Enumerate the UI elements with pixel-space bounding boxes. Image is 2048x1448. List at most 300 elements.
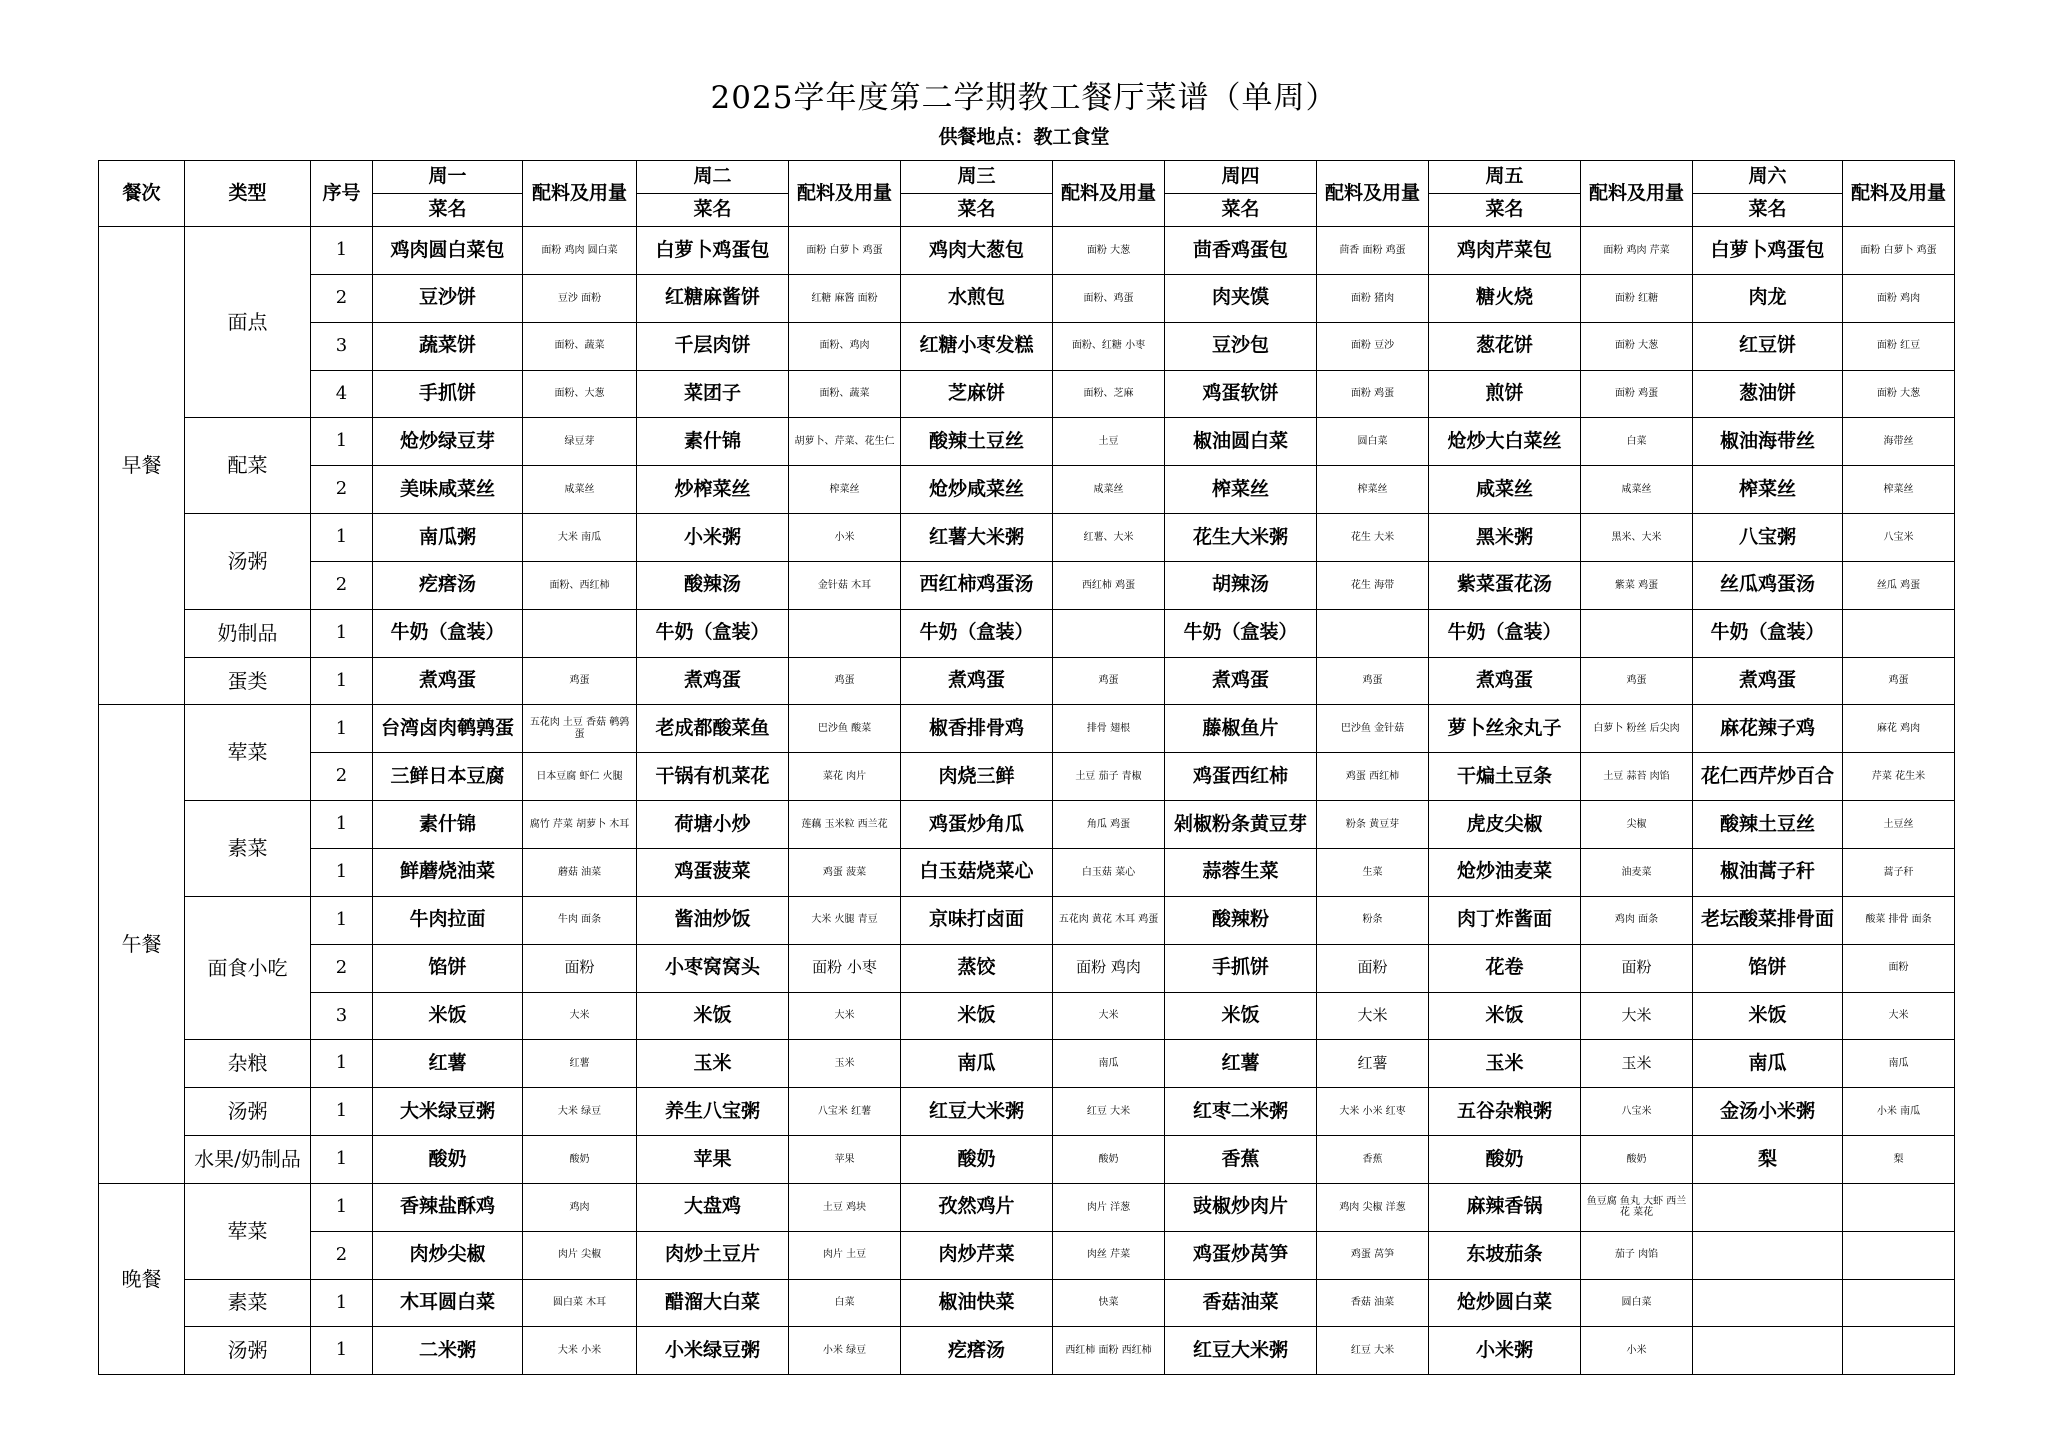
dish-name: 米饭 [1693, 992, 1843, 1040]
dish-name: 白萝卜鸡蛋包 [1693, 227, 1843, 275]
table-row [99, 657, 1955, 705]
dish-name: 香蕉 [1165, 1136, 1317, 1184]
dish-name: 麻花辣子鸡 [1693, 705, 1843, 753]
header-day-wed: 周三 [901, 161, 1053, 194]
dish-name: 椒油快菜 [901, 1279, 1053, 1327]
dish-name: 五谷杂粮粥 [1429, 1088, 1581, 1136]
dish-name: 黑米粥 [1429, 514, 1581, 562]
dish-ingredients [523, 609, 637, 657]
dish-ingredients: 大米 [1843, 992, 1955, 1040]
dish-name: 芝麻饼 [901, 370, 1053, 418]
dish-name: 酸辣汤 [637, 561, 789, 609]
dish-ingredients: 面粉、蔬菜 [523, 322, 637, 370]
dish-name: 葱油饼 [1693, 370, 1843, 418]
dish-name: 干锅有机菜花 [637, 753, 789, 801]
dish-ingredients [1843, 1327, 1955, 1375]
dish-ingredients: 酸奶 [1581, 1136, 1693, 1184]
dish-name: 炝炒油麦菜 [1429, 848, 1581, 896]
dish-ingredients: 咸菜丝 [523, 466, 637, 514]
dish-ingredients: 鸡蛋 [789, 657, 901, 705]
table-row [99, 1136, 1955, 1184]
dish-ingredients: 红糖 麻酱 面粉 [789, 274, 901, 322]
dish-name: 麻辣香锅 [1429, 1183, 1581, 1231]
header-row-days [99, 161, 1955, 194]
dish-ingredients: 茴香 面粉 鸡蛋 [1317, 227, 1429, 275]
category-label: 荤菜 [185, 1183, 311, 1279]
seq-number: 2 [311, 561, 373, 609]
meal-label: 午餐 [99, 705, 185, 1183]
dish-name: 虎皮尖椒 [1429, 801, 1581, 849]
dish-name: 肉炒尖椒 [373, 1231, 523, 1279]
dish-ingredients: 黑米、大米 [1581, 514, 1693, 562]
seq-number: 3 [311, 322, 373, 370]
dish-ingredients: 面粉 红豆 [1843, 322, 1955, 370]
dish-ingredients: 面粉 大葱 [1581, 322, 1693, 370]
dish-name [1693, 1183, 1843, 1231]
dish-name: 疙瘩汤 [901, 1327, 1053, 1375]
dish-ingredients: 土豆 [1053, 418, 1165, 466]
dish-ingredients: 菜花 肉片 [789, 753, 901, 801]
dish-ingredients: 鸡肉 尖椒 洋葱 [1317, 1183, 1429, 1231]
seq-number: 1 [311, 705, 373, 753]
dish-ingredients: 面粉 鸡肉 [1843, 274, 1955, 322]
dish-ingredients: 土豆丝 [1843, 801, 1955, 849]
dish-ingredients: 面粉 [1581, 944, 1693, 992]
dish-ingredients: 面粉 大葱 [1843, 370, 1955, 418]
dish-name: 小枣窝窝头 [637, 944, 789, 992]
dish-name: 椒油蒿子秆 [1693, 848, 1843, 896]
dish-ingredients: 面粉、红糖 小枣 [1053, 322, 1165, 370]
seq-number: 1 [311, 227, 373, 275]
page-subtitle: 供餐地点：教工食堂 [938, 126, 1110, 148]
seq-number: 2 [311, 274, 373, 322]
dish-ingredients: 面粉 [523, 944, 637, 992]
seq-number: 2 [311, 944, 373, 992]
dish-name: 金汤小米粥 [1693, 1088, 1843, 1136]
dish-name: 红薯 [1165, 1040, 1317, 1088]
dish-name: 苹果 [637, 1136, 789, 1184]
dish-name: 红豆大米粥 [901, 1088, 1053, 1136]
dish-name: 酸奶 [373, 1136, 523, 1184]
header-day-mon: 周一 [373, 161, 523, 194]
header-dish-name: 菜名 [1165, 194, 1317, 227]
seq-number: 1 [311, 1279, 373, 1327]
dish-name: 牛奶（盒装） [901, 609, 1053, 657]
table-row [99, 322, 1955, 370]
dish-ingredients: 芹菜 花生米 [1843, 753, 1955, 801]
dish-ingredients: 面粉、蔬菜 [789, 370, 901, 418]
dish-ingredients: 小米 [789, 514, 901, 562]
dish-name: 酸辣土豆丝 [901, 418, 1053, 466]
dish-name: 疙瘩汤 [373, 561, 523, 609]
header-seq: 序号 [311, 161, 373, 227]
dish-name [1693, 1327, 1843, 1375]
dish-name: 美味咸菜丝 [373, 466, 523, 514]
dish-ingredients: 面粉 红糖 [1581, 274, 1693, 322]
dish-name: 鸡蛋炒莴笋 [1165, 1231, 1317, 1279]
dish-name: 西红柿鸡蛋汤 [901, 561, 1053, 609]
seq-number: 1 [311, 848, 373, 896]
dish-ingredients [1843, 1279, 1955, 1327]
dish-ingredients: 小米 [1581, 1327, 1693, 1375]
dish-ingredients: 梨 [1843, 1136, 1955, 1184]
dish-ingredients: 红薯 [523, 1040, 637, 1088]
dish-name: 胡辣汤 [1165, 561, 1317, 609]
dish-ingredients: 大米 [1581, 992, 1693, 1040]
dish-name: 豉椒炒肉片 [1165, 1183, 1317, 1231]
dish-name: 米饭 [637, 992, 789, 1040]
dish-ingredients: 粉条 [1317, 896, 1429, 944]
dish-ingredients: 榨菜丝 [1843, 466, 1955, 514]
seq-number: 1 [311, 896, 373, 944]
dish-name: 红薯大米粥 [901, 514, 1053, 562]
dish-name: 三鲜日本豆腐 [373, 753, 523, 801]
meal-label: 晚餐 [99, 1183, 185, 1374]
dish-name: 红豆大米粥 [1165, 1327, 1317, 1375]
dish-name: 茴香鸡蛋包 [1165, 227, 1317, 275]
page-title: 2025学年度第二学期教工餐厅菜谱（单周） [710, 80, 1338, 116]
dish-ingredients: 圆白菜 木耳 [523, 1279, 637, 1327]
dish-name: 鸡蛋西红柿 [1165, 753, 1317, 801]
seq-number: 1 [311, 1327, 373, 1375]
dish-ingredients: 面粉、西红柿 [523, 561, 637, 609]
dish-name: 米饭 [373, 992, 523, 1040]
seq-number: 1 [311, 418, 373, 466]
dish-name: 荷塘小炒 [637, 801, 789, 849]
category-label: 奶制品 [185, 609, 311, 657]
dish-name: 米饭 [1429, 992, 1581, 1040]
dish-name: 牛奶（盒装） [373, 609, 523, 657]
dish-name: 木耳圆白菜 [373, 1279, 523, 1327]
dish-ingredients: 尖椒 [1581, 801, 1693, 849]
category-label: 面食小吃 [185, 896, 311, 1040]
header-ingredients: 配料及用量 [1581, 161, 1693, 227]
dish-name: 煎饼 [1429, 370, 1581, 418]
table-row [99, 1231, 1955, 1279]
dish-ingredients: 面粉 鸡蛋 [1581, 370, 1693, 418]
dish-name: 花生大米粥 [1165, 514, 1317, 562]
dish-ingredients: 丝瓜 鸡蛋 [1843, 561, 1955, 609]
header-type: 类型 [185, 161, 311, 227]
dish-name: 酸奶 [1429, 1136, 1581, 1184]
dish-ingredients: 腐竹 芹菜 胡萝卜 木耳 [523, 801, 637, 849]
dish-ingredients: 玉米 [1581, 1040, 1693, 1088]
dish-name: 肉炒土豆片 [637, 1231, 789, 1279]
dish-name: 肉炒芹菜 [901, 1231, 1053, 1279]
dish-name: 椒油海带丝 [1693, 418, 1843, 466]
dish-ingredients: 茄子 肉馅 [1581, 1231, 1693, 1279]
dish-name: 牛奶（盒装） [1693, 609, 1843, 657]
dish-name: 鸡蛋软饼 [1165, 370, 1317, 418]
seq-number: 1 [311, 657, 373, 705]
dish-name: 蒜蓉生菜 [1165, 848, 1317, 896]
dish-ingredients: 面粉 鸡蛋 [1317, 370, 1429, 418]
table-row [99, 1183, 1955, 1231]
dish-name: 二米粥 [373, 1327, 523, 1375]
dish-ingredients [1843, 1231, 1955, 1279]
dish-ingredients: 酸奶 [1053, 1136, 1165, 1184]
dish-ingredients: 大米 [1053, 992, 1165, 1040]
header-day-sat: 周六 [1693, 161, 1843, 194]
dish-ingredients: 鸡蛋 西红柿 [1317, 753, 1429, 801]
dish-ingredients: 酸奶 [523, 1136, 637, 1184]
dish-name: 白萝卜鸡蛋包 [637, 227, 789, 275]
category-label: 汤粥 [185, 1327, 311, 1375]
seq-number: 1 [311, 1183, 373, 1231]
dish-ingredients: 生菜 [1317, 848, 1429, 896]
header-day-tue: 周二 [637, 161, 789, 194]
table-row [99, 801, 1955, 849]
dish-ingredients: 紫菜 鸡蛋 [1581, 561, 1693, 609]
dish-name: 萝卜丝汆丸子 [1429, 705, 1581, 753]
dish-name: 红枣二米粥 [1165, 1088, 1317, 1136]
seq-number: 1 [311, 1040, 373, 1088]
dish-name: 花卷 [1429, 944, 1581, 992]
dish-name: 小米粥 [1429, 1327, 1581, 1375]
dish-name: 藤椒鱼片 [1165, 705, 1317, 753]
dish-name: 老坛酸菜排骨面 [1693, 896, 1843, 944]
dish-ingredients: 面粉 小枣 [789, 944, 901, 992]
dish-name: 炝炒绿豆芽 [373, 418, 523, 466]
seq-number: 2 [311, 1231, 373, 1279]
dish-name: 手抓饼 [1165, 944, 1317, 992]
dish-ingredients [1053, 609, 1165, 657]
dish-ingredients: 圆白菜 [1317, 418, 1429, 466]
table-row [99, 992, 1955, 1040]
dish-name: 小米绿豆粥 [637, 1327, 789, 1375]
category-label: 水果/奶制品 [185, 1136, 311, 1184]
dish-name: 鸡肉圆白菜包 [373, 227, 523, 275]
dish-ingredients [1843, 609, 1955, 657]
dish-ingredients: 榨菜丝 [789, 466, 901, 514]
dish-ingredients: 咸菜丝 [1581, 466, 1693, 514]
dish-ingredients: 红豆 大米 [1317, 1327, 1429, 1375]
header-dish-name: 菜名 [901, 194, 1053, 227]
dish-name: 老成都酸菜鱼 [637, 705, 789, 753]
dish-ingredients: 大米 小米 红枣 [1317, 1088, 1429, 1136]
dish-name: 干煸土豆条 [1429, 753, 1581, 801]
dish-ingredients: 咸菜丝 [1053, 466, 1165, 514]
table-row [99, 1279, 1955, 1327]
dish-name: 蔬菜饼 [373, 322, 523, 370]
header-dish-name: 菜名 [1693, 194, 1843, 227]
dish-ingredients: 八宝米 [1843, 514, 1955, 562]
dish-ingredients: 五花肉 黄花 木耳 鸡蛋 [1053, 896, 1165, 944]
category-label: 荤菜 [185, 705, 311, 801]
dish-ingredients: 鱼豆腐 鱼丸 大虾 西兰花 菜花 [1581, 1183, 1693, 1231]
category-label: 面点 [185, 227, 311, 418]
dish-name: 南瓜粥 [373, 514, 523, 562]
dish-name: 玉米 [637, 1040, 789, 1088]
dish-name: 素什锦 [637, 418, 789, 466]
dish-ingredients: 肉片 土豆 [789, 1231, 901, 1279]
dish-name: 馅饼 [1693, 944, 1843, 992]
dish-name: 京味打卤面 [901, 896, 1053, 944]
table-row [99, 227, 1955, 275]
dish-ingredients: 排骨 翅根 [1053, 705, 1165, 753]
dish-ingredients [1581, 609, 1693, 657]
dish-ingredients: 面粉、鸡肉 [789, 322, 901, 370]
dish-name [1693, 1231, 1843, 1279]
category-label: 汤粥 [185, 514, 311, 610]
dish-ingredients: 花生 海带 [1317, 561, 1429, 609]
dish-ingredients: 金针菇 木耳 [789, 561, 901, 609]
table-row [99, 944, 1955, 992]
header-dish-name: 菜名 [637, 194, 789, 227]
dish-name: 千层肉饼 [637, 322, 789, 370]
table-row [99, 561, 1955, 609]
header-meal: 餐次 [99, 161, 185, 227]
dish-ingredients: 土豆 蒜苔 肉馅 [1581, 753, 1693, 801]
dish-ingredients: 大米 绿豆 [523, 1088, 637, 1136]
seq-number: 1 [311, 609, 373, 657]
table-row [99, 753, 1955, 801]
menu-table [98, 160, 1955, 1375]
seq-number: 1 [311, 1136, 373, 1184]
dish-ingredients: 粉条 黄豆芽 [1317, 801, 1429, 849]
dish-ingredients: 鸡肉 面条 [1581, 896, 1693, 944]
dish-ingredients: 白菜 [789, 1279, 901, 1327]
table-row [99, 848, 1955, 896]
dish-name: 红糖小枣发糕 [901, 322, 1053, 370]
dish-ingredients: 大米 火腿 青豆 [789, 896, 901, 944]
dish-name: 鸡蛋炒角瓜 [901, 801, 1053, 849]
dish-ingredients: 面粉 白萝卜 鸡蛋 [789, 227, 901, 275]
dish-ingredients: 红薯、大米 [1053, 514, 1165, 562]
table-row [99, 609, 1955, 657]
dish-name: 煮鸡蛋 [1429, 657, 1581, 705]
dish-name: 东坡茄条 [1429, 1231, 1581, 1279]
dish-ingredients: 土豆 茄子 青椒 [1053, 753, 1165, 801]
dish-name: 鲜蘑烧油菜 [373, 848, 523, 896]
dish-ingredients: 面粉、鸡蛋 [1053, 274, 1165, 322]
dish-ingredients: 莲藕 玉米粒 西兰花 [789, 801, 901, 849]
table-body [99, 227, 1955, 1375]
dish-ingredients: 鸡蛋 [523, 657, 637, 705]
dish-name: 榨菜丝 [1165, 466, 1317, 514]
dish-name: 炝炒圆白菜 [1429, 1279, 1581, 1327]
dish-ingredients: 鸡蛋 [1581, 657, 1693, 705]
dish-name: 大米绿豆粥 [373, 1088, 523, 1136]
dish-name: 牛奶（盒装） [637, 609, 789, 657]
dish-ingredients [1843, 1183, 1955, 1231]
dish-name: 米饭 [1165, 992, 1317, 1040]
dish-name: 糖火烧 [1429, 274, 1581, 322]
table-row [99, 705, 1955, 753]
dish-name: 蒸饺 [901, 944, 1053, 992]
dish-ingredients: 五花肉 土豆 香菇 鹌鹑蛋 [523, 705, 637, 753]
dish-ingredients: 香菇 油菜 [1317, 1279, 1429, 1327]
dish-name: 素什锦 [373, 801, 523, 849]
table-row [99, 1040, 1955, 1088]
dish-name: 煮鸡蛋 [373, 657, 523, 705]
dish-name: 炒榨菜丝 [637, 466, 789, 514]
header-day-thu: 周四 [1165, 161, 1317, 194]
dish-ingredients: 榨菜丝 [1317, 466, 1429, 514]
dish-ingredients: 面粉 豆沙 [1317, 322, 1429, 370]
dish-ingredients: 面粉 鸡肉 圆白菜 [523, 227, 637, 275]
dish-ingredients: 红薯 [1317, 1040, 1429, 1088]
dish-name [1693, 1279, 1843, 1327]
dish-name: 酸辣粉 [1165, 896, 1317, 944]
dish-name: 香菇油菜 [1165, 1279, 1317, 1327]
dish-name: 肉丁炸酱面 [1429, 896, 1581, 944]
header-day-fri: 周五 [1429, 161, 1581, 194]
dish-name: 米饭 [901, 992, 1053, 1040]
dish-name: 水煎包 [901, 274, 1053, 322]
dish-ingredients: 苹果 [789, 1136, 901, 1184]
seq-number: 1 [311, 514, 373, 562]
dish-ingredients: 绿豆芽 [523, 418, 637, 466]
dish-name: 台湾卤肉鹌鹑蛋 [373, 705, 523, 753]
dish-ingredients [1317, 609, 1429, 657]
dish-name: 养生八宝粥 [637, 1088, 789, 1136]
dish-name: 煮鸡蛋 [901, 657, 1053, 705]
dish-name: 煮鸡蛋 [637, 657, 789, 705]
header-ingredients: 配料及用量 [789, 161, 901, 227]
dish-name: 炝炒大白菜丝 [1429, 418, 1581, 466]
dish-name: 咸菜丝 [1429, 466, 1581, 514]
dish-ingredients: 肉丝 芹菜 [1053, 1231, 1165, 1279]
dish-ingredients: 蒿子秆 [1843, 848, 1955, 896]
dish-ingredients: 角瓜 鸡蛋 [1053, 801, 1165, 849]
dish-ingredients: 面粉 [1317, 944, 1429, 992]
dish-ingredients: 面粉 白萝卜 鸡蛋 [1843, 227, 1955, 275]
dish-ingredients: 八宝米 红薯 [789, 1088, 901, 1136]
dish-name: 红豆饼 [1693, 322, 1843, 370]
dish-ingredients: 面粉 大葱 [1053, 227, 1165, 275]
dish-name: 白玉菇烧菜心 [901, 848, 1053, 896]
dish-ingredients: 豆沙 面粉 [523, 274, 637, 322]
header-ingredients: 配料及用量 [1053, 161, 1165, 227]
dish-ingredients: 肉片 尖椒 [523, 1231, 637, 1279]
header-dish-name: 菜名 [1429, 194, 1581, 227]
dish-name: 南瓜 [901, 1040, 1053, 1088]
dish-name: 椒香排骨鸡 [901, 705, 1053, 753]
dish-name: 花仁西芹炒百合 [1693, 753, 1843, 801]
dish-ingredients: 酸菜 排骨 面条 [1843, 896, 1955, 944]
dish-ingredients: 鸡蛋 莴笋 [1317, 1231, 1429, 1279]
dish-ingredients: 面粉 鸡肉 [1053, 944, 1165, 992]
dish-name: 剁椒粉条黄豆芽 [1165, 801, 1317, 849]
dish-ingredients: 大米 [1317, 992, 1429, 1040]
dish-ingredients: 大米 小米 [523, 1327, 637, 1375]
dish-name: 紫菜蛋花汤 [1429, 561, 1581, 609]
dish-name: 肉夹馍 [1165, 274, 1317, 322]
header-ingredients: 配料及用量 [1843, 161, 1955, 227]
table-row [99, 466, 1955, 514]
seq-number: 3 [311, 992, 373, 1040]
seq-number: 2 [311, 466, 373, 514]
meal-label: 早餐 [99, 227, 185, 705]
table-row [99, 1327, 1955, 1375]
dish-name: 炝炒咸菜丝 [901, 466, 1053, 514]
dish-ingredients: 圆白菜 [1581, 1279, 1693, 1327]
dish-ingredients: 西红柿 面粉 西红柿 [1053, 1327, 1165, 1375]
header-ingredients: 配料及用量 [523, 161, 637, 227]
dish-ingredients: 胡萝卜、芹菜、花生仁 [789, 418, 901, 466]
table-header [99, 161, 1955, 227]
dish-name: 煮鸡蛋 [1693, 657, 1843, 705]
seq-number: 1 [311, 801, 373, 849]
dish-name: 酸奶 [901, 1136, 1053, 1184]
dish-name: 鸡蛋菠菜 [637, 848, 789, 896]
dish-ingredients: 南瓜 [1843, 1040, 1955, 1088]
table-row [99, 1088, 1955, 1136]
dish-name: 玉米 [1429, 1040, 1581, 1088]
seq-number: 1 [311, 1088, 373, 1136]
dish-ingredients: 蘑菇 油菜 [523, 848, 637, 896]
